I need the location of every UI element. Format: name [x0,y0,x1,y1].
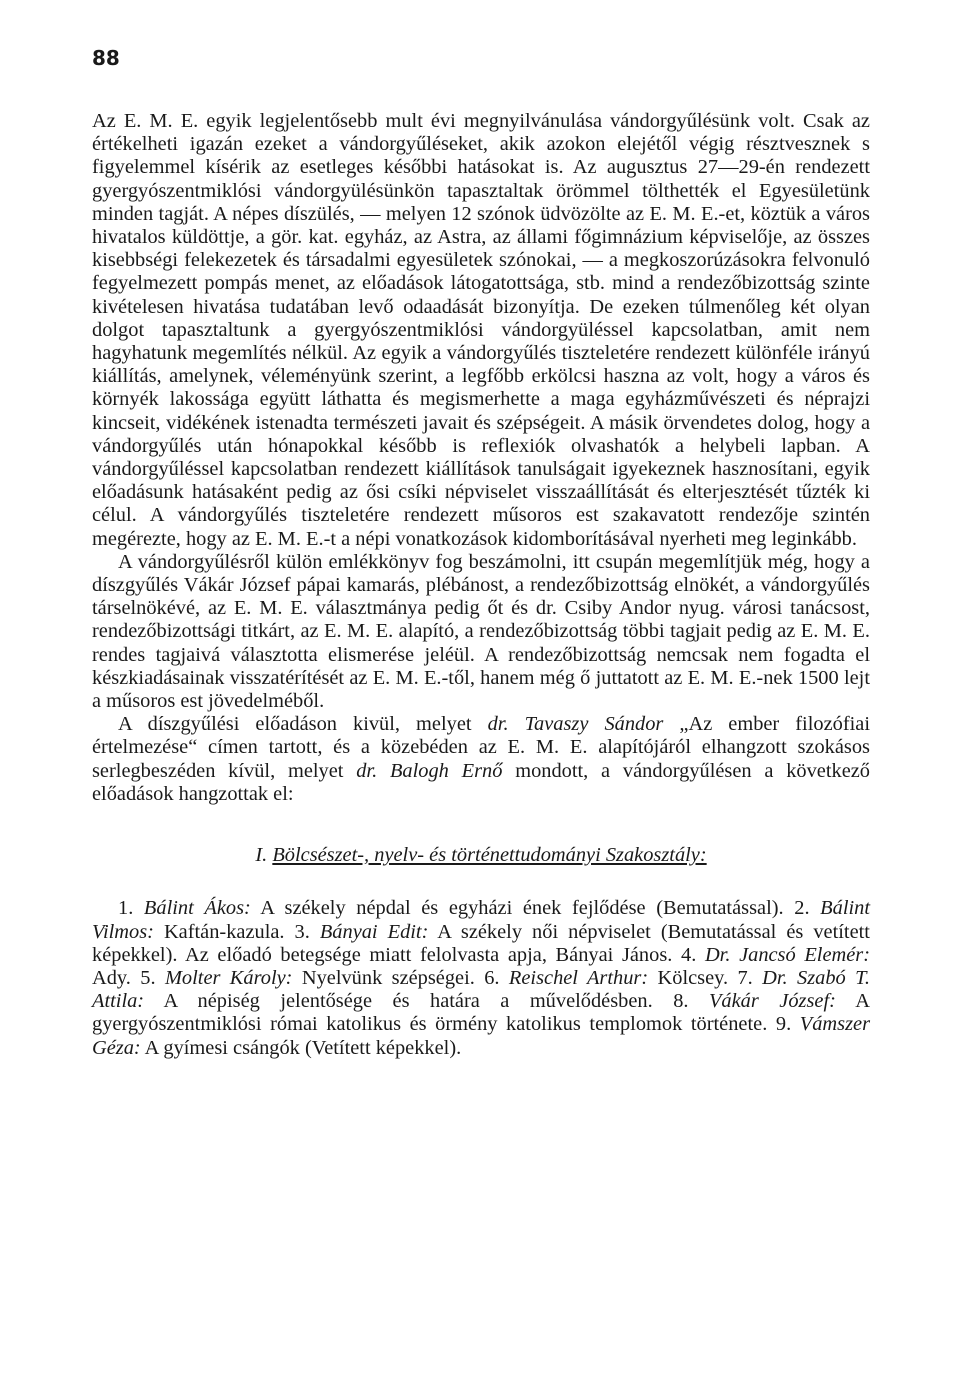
lecture-author: Bálint Ákos: [143,897,251,920]
lecture-number: 5. [140,966,165,989]
lecture-item [140,967,484,989]
lecture-title: Nyelvünk szépségei. [292,966,485,989]
lecture-item [118,897,794,919]
lecture-title: Kaftán-kazula. [153,920,295,943]
page-number: 88 [92,46,120,70]
lecture-number: 9. [775,1013,800,1036]
lecture-number: 4. [681,943,705,966]
paragraph-3-part-2: „Az ember filozófiai értelmezése“ címen tartott, és a közebéden az E. M. E. alapítójáról elhangzott szokásos serlegbeszéden kívül, melyet [92,713,870,782]
lecture-author: Molter Károly: [164,966,293,989]
lecture-number: 8. [673,990,709,1013]
lecture-author: Bálint Vilmos: [92,897,871,943]
lecture-title: A székely népdal és egyházi ének fejlődése (Bemutatással). [250,897,795,920]
lecture-title: A gyímesi csángók (Vetített képekkel). [140,1036,462,1059]
lecture-author: Vákár József: [708,990,836,1013]
lecture-number: 7. [737,966,763,989]
lecture-list [92,897,870,1059]
lecture-title: Kölcsey. [648,966,738,989]
lecture-title: A népiség jelentősége és határa a művelődésben. [144,990,674,1013]
paragraph-3-part-1: A díszgyűlési előadáson kivül, melyet [118,713,488,736]
lecture-number: 6. [484,966,509,989]
section-heading [92,844,870,867]
paragraph-1: Az E. M. E. egyik legjelentősebb mult évi megnyilvánulása vándorgyűlésünk volt. Csak az értékelheti igazán ezeket a vándorgyűléseket, akik azokon elejétől végig résztvesznek s figyelemmel kísérik az esetleges későbbi hatásokat is. Az augusztus 27—29-én rendezett gyergyószentmiklósi vándorgyülésünkön tapasztaltak örömmel tölthették el Egyesületünk minden tagját. A népes díszülés, — melyen 12 szónok üdvözölte az E. M. E.-et, köztük a város hivatalos küldöttje, a gör. kat. egyház, az Astra, az állami főgimnázium képviselője, az összes kisebbségi felekezetek és társadalmi egyesületek szónokai, — a megkoszorúzásokra felvonuló fegyelmezett pompás menet, az előadások látogatottsága, stb. mind a rendezőbizottság szinte kivételesen hivatása tudatában levő odaadását bizonyítja. De ezeken túlmenőleg két olyan dolgot tapasztaltunk a gyergyószentmiklósi vándorgyüléssel kapcsolatban, amit nem hagyhatunk megemlítés nélkül. Az egyik a vándorgyűlés tiszteletére rendezett különféle irányú kiállítás, amelynek, véleményünk szerint, a legfőbb erkölcsi haszna az volt, hogy a város és környék lakossága együtt láthatta és megismerhette a maga egyházművészeti és néprajzi kincseit, vidékének istenadta természeti javait és szépségeit. A másik örvendetes dolog, hogy a vándorgyűlés után hónapokkal később is reflexiók olvashatók a helybeli lapban. A vándorgyűléssel kapcsolatban rendezett kiállítások tanulságait igyekeznek hasznosítani, egyik előadásunk hatásaként pedig az ősi csíki népviselet visszaállítását és elterjesztését tűzték ki célul. A vándorgyűlés tiszteletére rendezett műsoros est szakavatott rendezője szintén megérezte, hogy az E. M. E.-t a népi vonatkozások kidomborításával nyerheti meg leginkább. [92,110,870,550]
lecture-author: Reischel Arthur: [508,966,649,989]
lecture-number: 1. [118,897,144,920]
lecture-author: Dr. Jancsó Elemér: [704,943,870,966]
lecture-title: Ady. [92,966,141,989]
speaker-name-2: dr. Balogh Ernő [356,759,503,782]
paragraph-3 [92,713,870,806]
lecture-title: A székely női népviselet (Bemutatással és vetített képekkel). Az előadó betegsége miatt felolvasta apja, Bányai János. [92,920,870,966]
section-heading-prefix: I. [255,844,273,867]
lecture-title: A gyergyószentmiklósi római katolikus és örmény katolikus templomok története. [92,990,870,1036]
lecture-author: Dr. Szabó T. Attila: [92,966,871,1013]
lecture-number: 3. [294,920,320,943]
lecture-author: Bányai Edit: [319,920,429,943]
speaker-name-1: dr. Tavaszy Sándor [487,713,664,736]
lecture-number: 2. [794,897,821,920]
lecture-author: Vámszer Géza: [92,1013,871,1059]
lecture-item [484,967,737,989]
paragraph-3-part-3: mondott, a vándorgyűlésen a következő előadások hangzottak el: [92,759,870,805]
section-heading-title: Bölcsészet-, nyelv- és történettudományi Szakosztály: [272,844,707,867]
body-text [92,110,870,1060]
paragraph-2: A vándorgyűlésről külön emlékkönyv fog beszámolni, itt csupán megemlítjük még, hogy a díszgyűlés Vákár József pápai kamarás, plébánost, a rendezőbizottság elnökét, a vándorgyűlés társelnökévé, az E. M. E. választmánya pedig őt és dr. Csiby Andor nyug. városi tanácsost, rendezőbizottsági titkárt, az E. M. E. alapító, a rendezőbizottság többi tagjait pedig az E. M. E. rendes tagjaivá választotta elismerése jeléül. A rendezőbizottság nemcsak nem fogadta el készkiadásainak visszatérítését az E. M. E.-től, hanem még ő juttatott az E. M. E.-nek 1500 lejt a műsoros est jövedelméből. [92,550,870,713]
